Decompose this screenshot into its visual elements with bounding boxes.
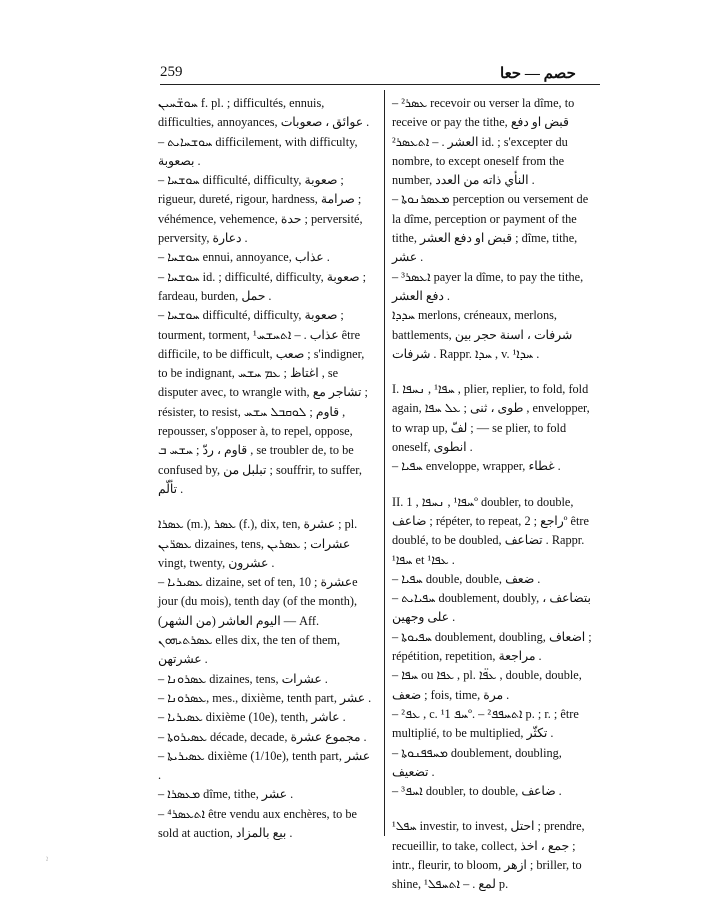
header-rule [160,84,600,85]
dictionary-entry: I. ܚܦܐ¹ , ܢܚܦܐ , plier, replier, to fold, fold again, طوى ، ثنى ; ܥܠ ܚܦܐ , envelopper, to wrap up, لفّ ; — se plier, to fold oneself, انطوى . [392,382,590,455]
dictionary-entry: – ܥܣܪ² recevoir ou verser la dîme, to receive or pay the tithe, قبض او دفع العشر . – ܐܬܥܣܪ² id. ; s'excepter du nombre, to except oneself from the number, النأي ذاته من العدد . [392,96,575,188]
dictionary-entry: II. ܚܦܐ¹ , ܢܚܦܐ , 1º doubler, to double, ضاعف ; répéter, to repeat, راجع ; 2º être doublé, to be doubled, تضاعف . Rappr. ¹ܚܦܐ et ¹ܥܦܐ . [392,494,589,567]
dictionary-entry: – ܐܥܣܪ³ payer la dîme, to pay the tithe, دفع العشر . [392,269,584,303]
dictionary-entry: – ܥܣܪܘܢܐ dizaines, tens, عشرات . [158,671,328,686]
running-title: حصم — حعا [500,66,576,82]
dictionary-entry: – ܐܚܦ³ doubler, to double, ضاعف . [392,784,562,799]
column-divider [384,90,385,836]
dictionary-entry: – ܥܣܝܪܝܐ dixième (10e), tenth, عاشر . [158,710,346,725]
page-number: 259 [160,64,183,80]
entry-gap [392,477,598,493]
dictionary-entry: – ܚܦܝܐ enveloppe, wrapper, غطاء . [392,459,561,474]
dictionary-entry: – ܚܦܝܐ double, double, ضعف . [392,571,541,586]
dictionary-entry: – ܚܘܫܚܐܝܬ difficilement, with difficulty, بصعوبة . [158,134,358,168]
dictionary-entry: – ܡܥܣܪܐ dîme, tithe, عشر . [158,787,294,802]
entry-gap [392,364,598,380]
dictionary-entry: ܥܣܪܐ (m.), ܥܣܪ (f.), dix, ten, عشرة ; pl. ܥܣܪ̈ܝܢ dizaines, tens, عشرات ; ܥܣܪܝܢ vingt, twenty, عشرون . [158,517,358,570]
dictionary-entry: – ܚܘܫܚܐ id. ; difficulté, difficulty, صعوبة ; fardeau, burden, حمل . [158,269,366,303]
dictionary-entry: – ܥܣܝܪܝܬܐ dixième (1/10e), tenth part, عشر . [158,748,371,783]
dictionary-entry: – ܚܘܫܚܐ difficulté, difficulty, صعوبة ; tourment, torment, عذاب . – ܐܬܚܫܚ¹ être difficile, to be difficult, صعب ; s'indigner, to be indignant, اغتاظ ; ܥܡ ܚܫܚ , se disputer avec, to wrangle with, تشاجر مع ; résister, to resist, قاوم ; ܠܘܩܒܠ ܚܫܚ , repousser, s'opposer à, to repel, oppose, قاوم ، ردّ ; ܚܫܚ ܒ , se troubler de, to be confused by, تبلبل من ; souffrir, to suffer, تألّم . [158,308,368,496]
entry-gap [158,499,376,515]
entry-gap [392,801,598,817]
dictionary-entry: – ܐܬܥܣܪ⁴ être vendu aux enchères, to be sold at auction, بيع بالمزاد . [158,806,357,840]
dictionary-entry: – ܚܦܝܐܝܬ doublement, doubly, بتضاعف ، على وجهين . [392,591,591,625]
right-column [392,94,598,895]
dictionary-entry: – ܥܣܝܪܝܐ dizaine, set of ten, عشرة ; 10e jour (du mois), tenth day (of the month), اليوم العاشر (من الشهر) — Aff. ܥܣܪܬܝܗܘܢ elles dix, the ten of them, عشرتهن . [158,575,358,667]
dictionary-entry: – ܚܦܐ ou ܥܦܐ , pl. ܥܦ̈ܐ , double, double, ضعف ; fois, time, مرة . [392,668,582,702]
dictionary-entry: – ܡܚܦܦܢܘܬܐ doublement, doubling, تضعيف . [392,745,562,779]
dictionary-entry: – ܚܦܝܘܬܐ doublement, doubling, اضعاف ; répétition, repetition, مراجعة . [392,629,592,664]
dictionary-entry: – ܥܦ² , c. ¹ܚܦ 1º. – ܐܬܚܦܦ² p. ; r. ; être multiplié, to be multiplied, تكثّر . [392,706,579,741]
dictionary-entry: – ܚܘܫܚܐ difficulté, difficulty, صعوبة ; rigueur, dureté, rigour, hardness, صرامة ; véhémence, vehemence, حدة ; perversité, perversity, دعارة . [158,173,363,246]
dictionary-entry: – ܡܥܣܪܢܘܬܐ perception ou versement de la dîme, perception or payment of the tithe, قبض او دفع العشر ; dîme, tithe, عشر . [392,192,589,265]
dictionary-entry: – ܥܣܪܘܢܐ, mes., dixième, tenth part, عشر . [158,690,372,705]
dictionary-entry: – ܚܘܫܚܐ ennui, annoyance, عذاب . [158,250,330,265]
dictionary-entry: ܚܦܠ¹ investir, to invest, احتل ; prendre, recueillir, to take, collect, جمع ، اخذ ; intr., fleurir, to bloom, ازهر ; briller, to shine, لمع . – ܐܬܚܦܠ¹ p. [392,819,585,892]
dictionary-entry: – ܥܣܝܪܘܬܐ décade, decade, مجموع عشرة . [158,729,367,744]
dictionary-entry: ܚܕܕܐ merlons, créneaux, merlons, battlements, شرفات ، اسنة حجر بين شرفات . Rappr. ܚܕܐ , v. ¹ܚܕܐ . [392,308,573,361]
margin-mark: ܐ [46,854,49,863]
left-column [158,94,376,843]
dictionary-entry: ܚܘܫ̈ܚܝܢ f. pl. ; difficultés, ennuis, difficulties, annoyances, عوائق ، صعوبات . [158,96,370,130]
